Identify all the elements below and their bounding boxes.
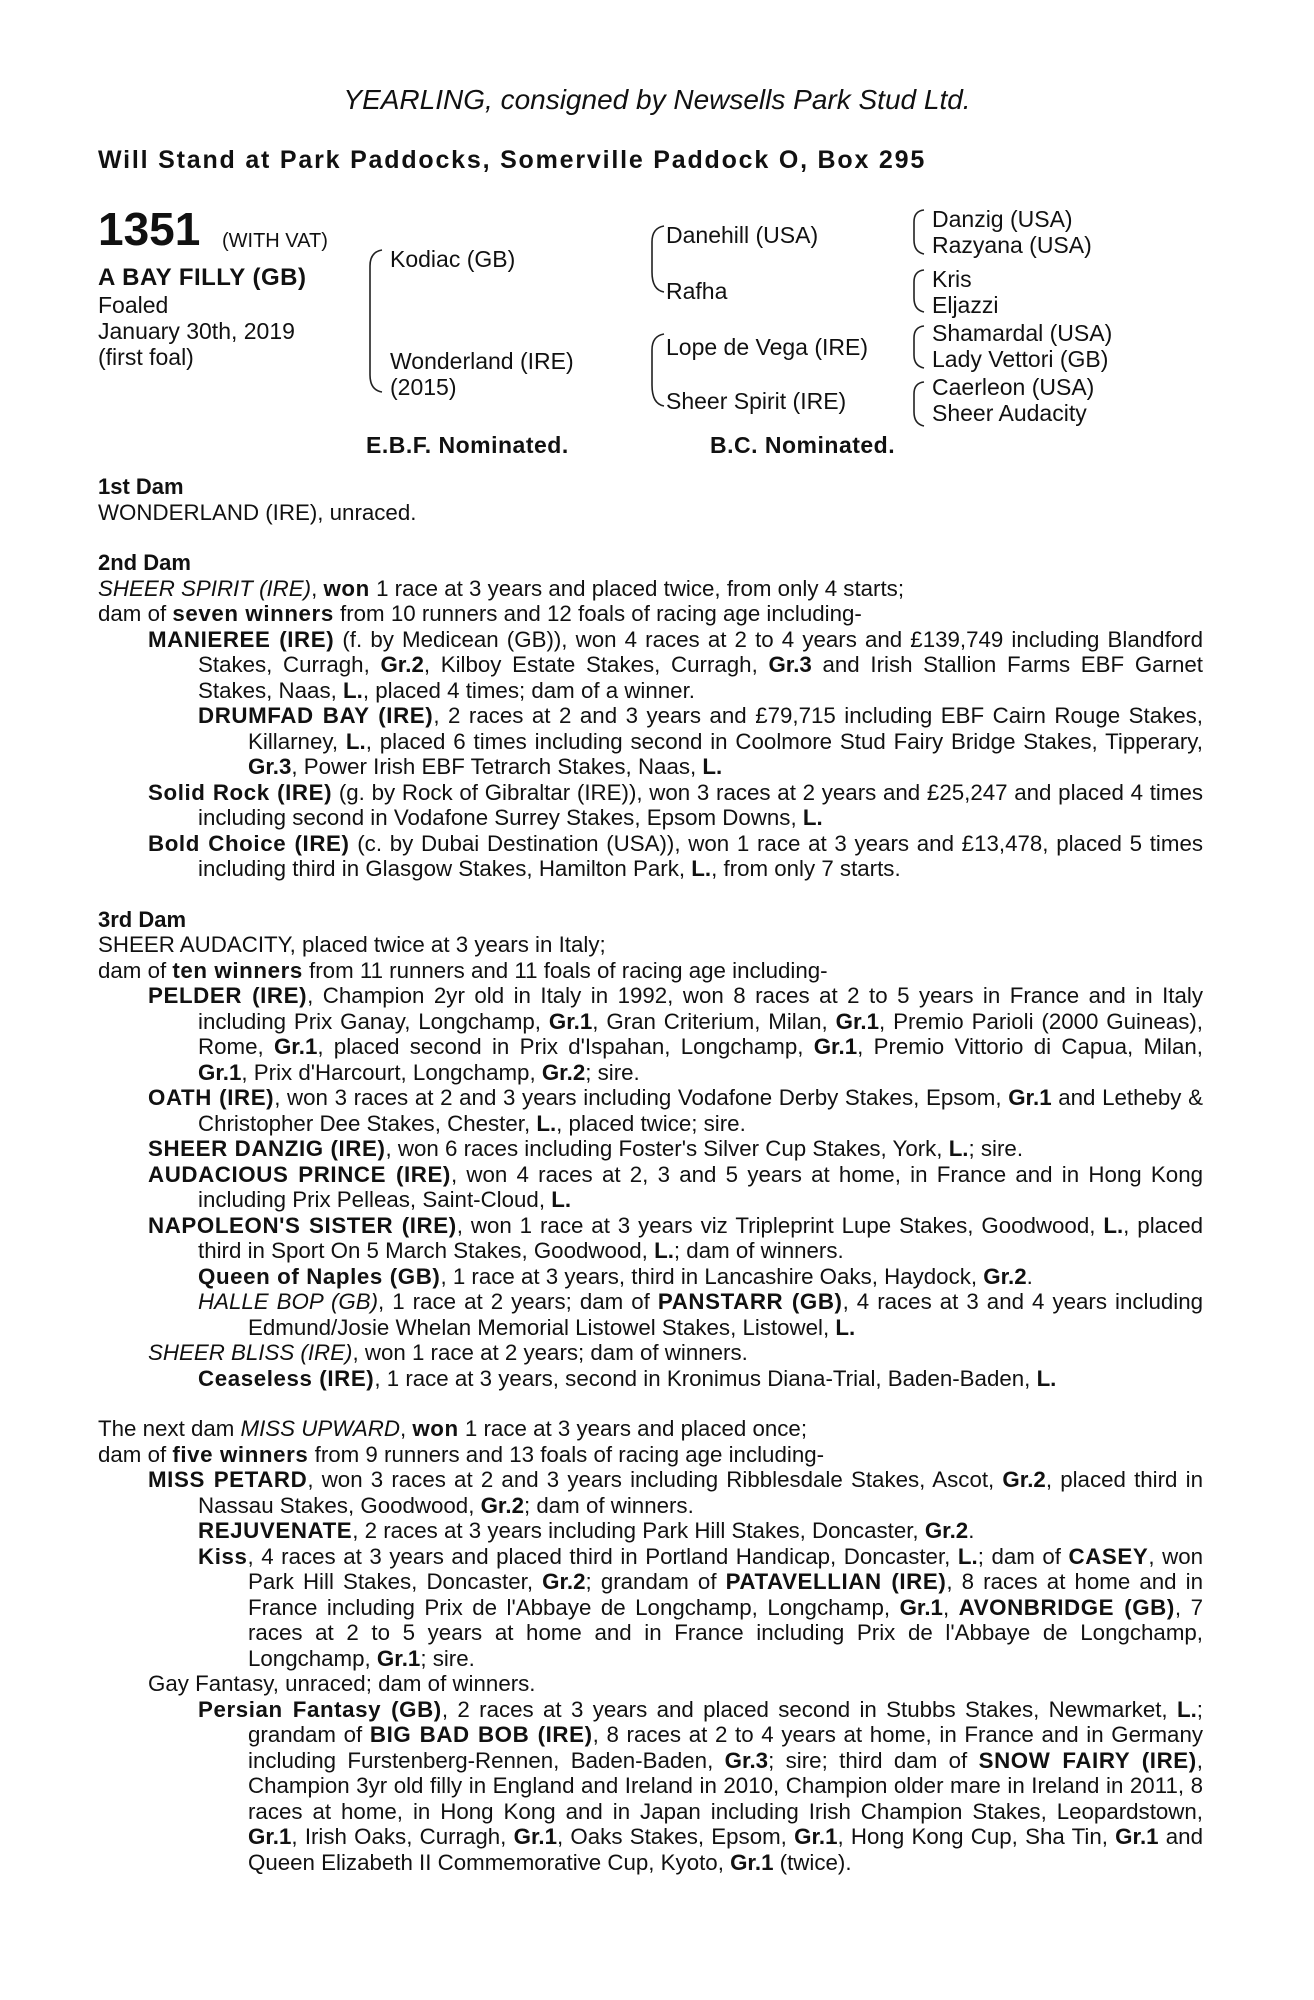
entry-napoleons-sister: NAPOLEON'S SISTER (IRE), won 1 race at 3 years viz Tripleprint Lupe Stakes, Goodwood, L., placed third in Sport On 5 March Stakes, Goodwood, L.; dam of winners. (148, 1212, 1203, 1263)
sire-dam: Rafha (666, 278, 728, 304)
dam-year: (2015) (390, 374, 457, 400)
bc-nominated: B.C. Nominated. (710, 432, 896, 458)
second-dam-line1: SHEER SPIRIT (IRE), won 1 race at 3 years and placed twice, from only 4 starts; (98, 575, 905, 601)
entry-sheer-danzig: SHEER DANZIG (IRE), won 6 races including Foster's Silver Cup Stakes, York, L.; sire. (148, 1136, 1024, 1161)
g1: Danzig (USA) (932, 206, 1073, 232)
second-dam-line2: dam of seven winners from 10 runners and 12 foals of racing age including- (98, 601, 862, 626)
g6: Lady Vettori (GB) (932, 346, 1109, 372)
entry-drumfad-bay: DRUMFAD BAY (IRE), 2 races at 2 and 3 years and £79,715 including EBF Cairn Rouge Stakes, Killarney, L., placed 6 times including second in Coolmore Stud Fairy Bridge Stakes, Tipperary, Gr.3, Power Irish EBF Tetrarch Stakes, Naas, L. (198, 703, 1203, 779)
bracket-sire-dam (370, 250, 382, 392)
bracket-g78 (914, 382, 924, 426)
entry-rejuvenate: REJUVENATE, 2 races at 3 years including Park Hill Stakes, Doncaster, Gr.2. (198, 1518, 975, 1543)
entry-bold-choice: Bold Choice (IRE) (c. by Dubai Destination (USA)), won 1 race at 3 years and £13,478, placed 5 times including third in Glasgow Stakes, Hamilton Park, L., from only 7 starts. (148, 830, 1204, 881)
first-dam-text: WONDERLAND (IRE), unraced. (98, 499, 417, 525)
entry-persian-fantasy: Persian Fantasy (GB), 2 races at 3 years and placed second in Stubbs Stakes, Newmarket, L.; grandam of BIG BAD BOB (IRE), 8 races at 2 to 4 years at home, in France and in Germany including Furstenberg-Rennen, Baden-Baden, Gr.3; sire; third dam of SNOW FAIRY (IRE), Champion 3yr old filly in England and Ireland in 2010, Champion older mare in Ireland in 2011, 8 races at home, in Hong Kong and in Japan including Irish Champion Stakes, Leopardstown, Gr.1, Irish Oaks, Curragh, Gr.1, Oaks Stakes, Epsom, Gr.1, Hong Kong Cup, Sha Tin, Gr.1 and Queen Elizabeth II Commemorative Cup, Kyoto, Gr.1 (twice). (198, 1696, 1204, 1875)
third-dam-line2: dam of ten winners from 11 runners and 11 foals of racing age including- (98, 957, 828, 983)
foal-note: (first foal) (98, 344, 194, 370)
horse-name: A BAY FILLY (GB) (98, 264, 307, 291)
consignment-line: YEARLING, consigned by Newsells Park Stud Ltd. (343, 84, 971, 115)
entry-kiss: Kiss, 4 races at 3 years and placed third in Portland Handicap, Doncaster, L.; dam of CASEY, won Park Hill Stakes, Doncaster, Gr.2; grandam of PATAVELLIAN (IRE), 8 races at home and in France including Prix de l'Abbaye de Longchamp, Longchamp, Gr.1, AVONBRIDGE (GB), 7 races at 2 to 5 years at home and in France including Prix de l'Abbaye de Longchamp, Longchamp, Gr.1; sire. (198, 1543, 1204, 1671)
g8: Sheer Audacity (932, 400, 1087, 426)
next-dam-line2: dam of five winners from 9 runners and 13 foals of racing age including- (98, 1441, 825, 1467)
second-dam-heading: 2nd Dam (98, 550, 191, 575)
entry-miss-petard: MISS PETARD, won 3 races at 2 and 3 years including Ribblesdale Stakes, Ascot, Gr.2, placed third in Nassau Stakes, Goodwood, Gr.2; dam of winners. (148, 1467, 1203, 1518)
dam-dam: Sheer Spirit (IRE) (666, 388, 847, 414)
entry-ceaseless: Ceaseless (IRE), 1 race at 3 years, second in Kronimus Diana-Trial, Baden-Baden, L. (198, 1365, 1057, 1391)
foaled-date: January 30th, 2019 (98, 318, 295, 344)
entry-pelder: PELDER (IRE), Champion 2yr old in Italy in 1992, won 8 races at 2 to 5 years in France and in Italy including Prix Ganay, Longchamp, Gr.1, Gran Criterium, Milan, Gr.1, Premio Parioli (2000 Guineas), Rome, Gr.1, placed second in Prix d'Ispahan, Longchamp, Gr.1, Premio Vittorio di Capua, Milan, Gr.1, Prix d'Harcourt, Longchamp, Gr.2; sire. (148, 983, 1204, 1085)
g5: Shamardal (USA) (932, 320, 1113, 346)
vat-label: (WITH VAT) (222, 230, 328, 252)
entry-manieree: MANIEREE (IRE) (f. by Medicean (GB)), won 4 races at 2 to 4 years and £139,749 including Blandford Stakes, Curragh, Gr.2, Kilboy Estate Stakes, Curragh, Gr.3 and Irish Stallion Farms EBF Garnet Stakes, Naas, L., placed 4 times; dam of a winner. (148, 626, 1204, 703)
bracket-sire-line (652, 226, 664, 292)
entry-solid-rock: Solid Rock (IRE) (g. by Rock of Gibraltar (IRE)), won 3 races at 2 years and £25,247 and placed 4 times including second in Vodafone Surrey Stakes, Epsom Downs, L. (148, 779, 1203, 830)
third-dam-heading: 3rd Dam (98, 906, 187, 932)
entry-queen-of-naples: Queen of Naples (GB), 1 race at 3 years, third in Lancashire Oaks, Haydock, Gr.2. (198, 1263, 1033, 1289)
entry-oath: OATH (IRE), won 3 races at 2 and 3 years including Vodafone Derby Stakes, Epsom, Gr.1 and Letheby & Christopher Dee Stakes, Chester, L., placed twice; sire. (148, 1085, 1203, 1136)
next-dam-line1: The next dam MISS UPWARD, won 1 race at 3 years and placed once; (98, 1416, 808, 1441)
g2: Razyana (USA) (932, 232, 1092, 258)
foaled-label: Foaled (98, 292, 169, 318)
lot-number: 1351 (98, 203, 201, 255)
bracket-g56 (914, 326, 924, 368)
stand-location: Will Stand at Park Paddocks, Somerville Paddock O, Box 295 (98, 146, 927, 174)
first-dam-heading: 1st Dam (98, 474, 184, 499)
entry-halle-bop: HALLE BOP (GB), 1 race at 2 years; dam of PANSTARR (GB), 4 races at 3 and 4 years including Edmund/Josie Whelan Memorial Listowel Stakes, Listowel, L. (198, 1289, 1203, 1340)
dam-sire: Lope de Vega (IRE) (666, 334, 869, 360)
g7: Caerleon (USA) (932, 374, 1095, 400)
catalogue-body (98, 474, 1203, 1875)
bracket-g34 (914, 270, 924, 312)
bracket-dam-line (652, 334, 664, 406)
sire-sire: Danehill (USA) (666, 222, 819, 248)
dam: Wonderland (IRE) (390, 348, 574, 374)
g4: Eljazzi (932, 292, 999, 318)
ebf-nominated: E.B.F. Nominated. (366, 432, 569, 458)
entry-gay-fantasy: Gay Fantasy, unraced; dam of winners. (148, 1671, 536, 1696)
sire: Kodiac (GB) (390, 246, 516, 272)
g3: Kris (932, 266, 972, 292)
entry-audacious-prince: AUDACIOUS PRINCE (IRE), won 4 races at 2, 3 and 5 years at home, in France and in Hong Kong including Prix Pelleas, Saint-Cloud, L. (148, 1161, 1203, 1212)
pedigree-brackets (0, 0, 1314, 460)
bracket-g12 (914, 210, 924, 254)
third-dam-line1: SHEER AUDACITY, placed twice at 3 years in Italy; (98, 932, 606, 957)
entry-sheer-bliss: SHEER BLISS (IRE), won 1 race at 2 years; dam of winners. (148, 1340, 748, 1365)
